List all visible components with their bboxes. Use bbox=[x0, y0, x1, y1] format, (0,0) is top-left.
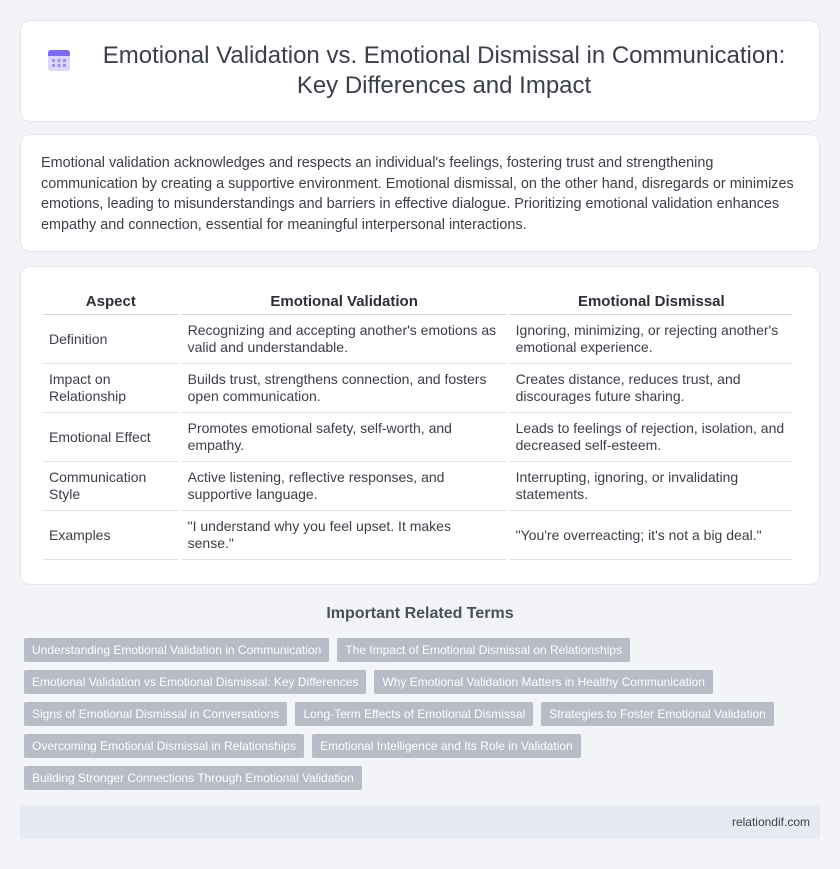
related-term-link[interactable]: Strategies to Foster Emotional Validation bbox=[541, 702, 774, 726]
table-row bbox=[43, 462, 793, 511]
row-dismissal-cell: Interrupting, ignoring, or invalidating statements. bbox=[510, 462, 793, 511]
comparison-table bbox=[40, 291, 796, 560]
row-validation-cell: Builds trust, strengthens connection, and fosters open communication. bbox=[182, 364, 507, 413]
row-dismissal-cell: Ignoring, minimizing, or rejecting another's emotional experience. bbox=[510, 315, 793, 364]
intro-card bbox=[20, 134, 820, 252]
row-aspect-cell: Examples bbox=[43, 511, 179, 560]
calendar-icon bbox=[46, 47, 72, 73]
header-emotional-validation: Emotional Validation bbox=[182, 291, 507, 315]
related-term-link[interactable]: Emotional Validation vs Emotional Dismissal: Key Differences bbox=[24, 670, 366, 694]
table-row bbox=[43, 315, 793, 364]
related-term-link[interactable]: Signs of Emotional Dismissal in Conversations bbox=[24, 702, 287, 726]
row-dismissal-cell: Creates distance, reduces trust, and discourages future sharing. bbox=[510, 364, 793, 413]
related-terms-title: Important Related Terms bbox=[326, 605, 514, 622]
row-aspect-cell: Impact on Relationship bbox=[43, 364, 179, 413]
row-validation-cell: Active listening, reflective responses, and supportive language. bbox=[182, 462, 507, 511]
row-validation-cell: Recognizing and accepting another's emotions as valid and understandable. bbox=[182, 315, 507, 364]
row-aspect-cell: Communication Style bbox=[43, 462, 179, 511]
page-title: Emotional Validation vs. Emotional Dismissal in Communication: Key Differences and Impact bbox=[102, 42, 786, 99]
header-card bbox=[20, 20, 820, 122]
related-term-link[interactable]: Understanding Emotional Validation in Communication bbox=[24, 638, 329, 662]
footer bbox=[20, 805, 820, 839]
comparison-table-card bbox=[20, 266, 820, 585]
related-term-link[interactable]: Why Emotional Validation Matters in Healthy Communication bbox=[374, 670, 713, 694]
row-dismissal-cell: "You're overreacting; it's not a big deal." bbox=[510, 511, 793, 560]
related-term-link[interactable]: The Impact of Emotional Dismissal on Relationships bbox=[337, 638, 630, 662]
table-header-row bbox=[43, 291, 793, 315]
header-emotional-dismissal: Emotional Dismissal bbox=[510, 291, 793, 315]
related-term-link[interactable]: Emotional Intelligence and Its Role in Validation bbox=[312, 734, 581, 758]
row-validation-cell: Promotes emotional safety, self-worth, and empathy. bbox=[182, 413, 507, 462]
row-aspect-cell: Emotional Effect bbox=[43, 413, 179, 462]
related-term-link[interactable]: Long-Term Effects of Emotional Dismissal bbox=[295, 702, 533, 726]
table-row bbox=[43, 364, 793, 413]
table-row bbox=[43, 413, 793, 462]
related-terms-list bbox=[24, 638, 814, 798]
footer-site-name: relationdif.com bbox=[731, 815, 810, 829]
table-row bbox=[43, 511, 793, 560]
related-term-link[interactable]: Building Stronger Connections Through Emotional Validation bbox=[24, 766, 362, 790]
row-dismissal-cell: Leads to feelings of rejection, isolation, and decreased self-esteem. bbox=[510, 413, 793, 462]
intro-paragraph: Emotional validation acknowledges and respects an individual's feelings, fostering trust and strengthening communication by creating a supportive environment. Emotional dismissal, on the other hand, disregards or minimizes emotions, leading to misunderstandings and barriers in effective dialogue. Prioritizing emotional validation enhances empathy and connection, essential for meaningful interpersonal interactions. bbox=[41, 155, 794, 233]
row-aspect-cell: Definition bbox=[43, 315, 179, 364]
header-aspect: Aspect bbox=[43, 291, 179, 315]
row-validation-cell: "I understand why you feel upset. It makes sense." bbox=[182, 511, 507, 560]
related-term-link[interactable]: Overcoming Emotional Dismissal in Relationships bbox=[24, 734, 304, 758]
